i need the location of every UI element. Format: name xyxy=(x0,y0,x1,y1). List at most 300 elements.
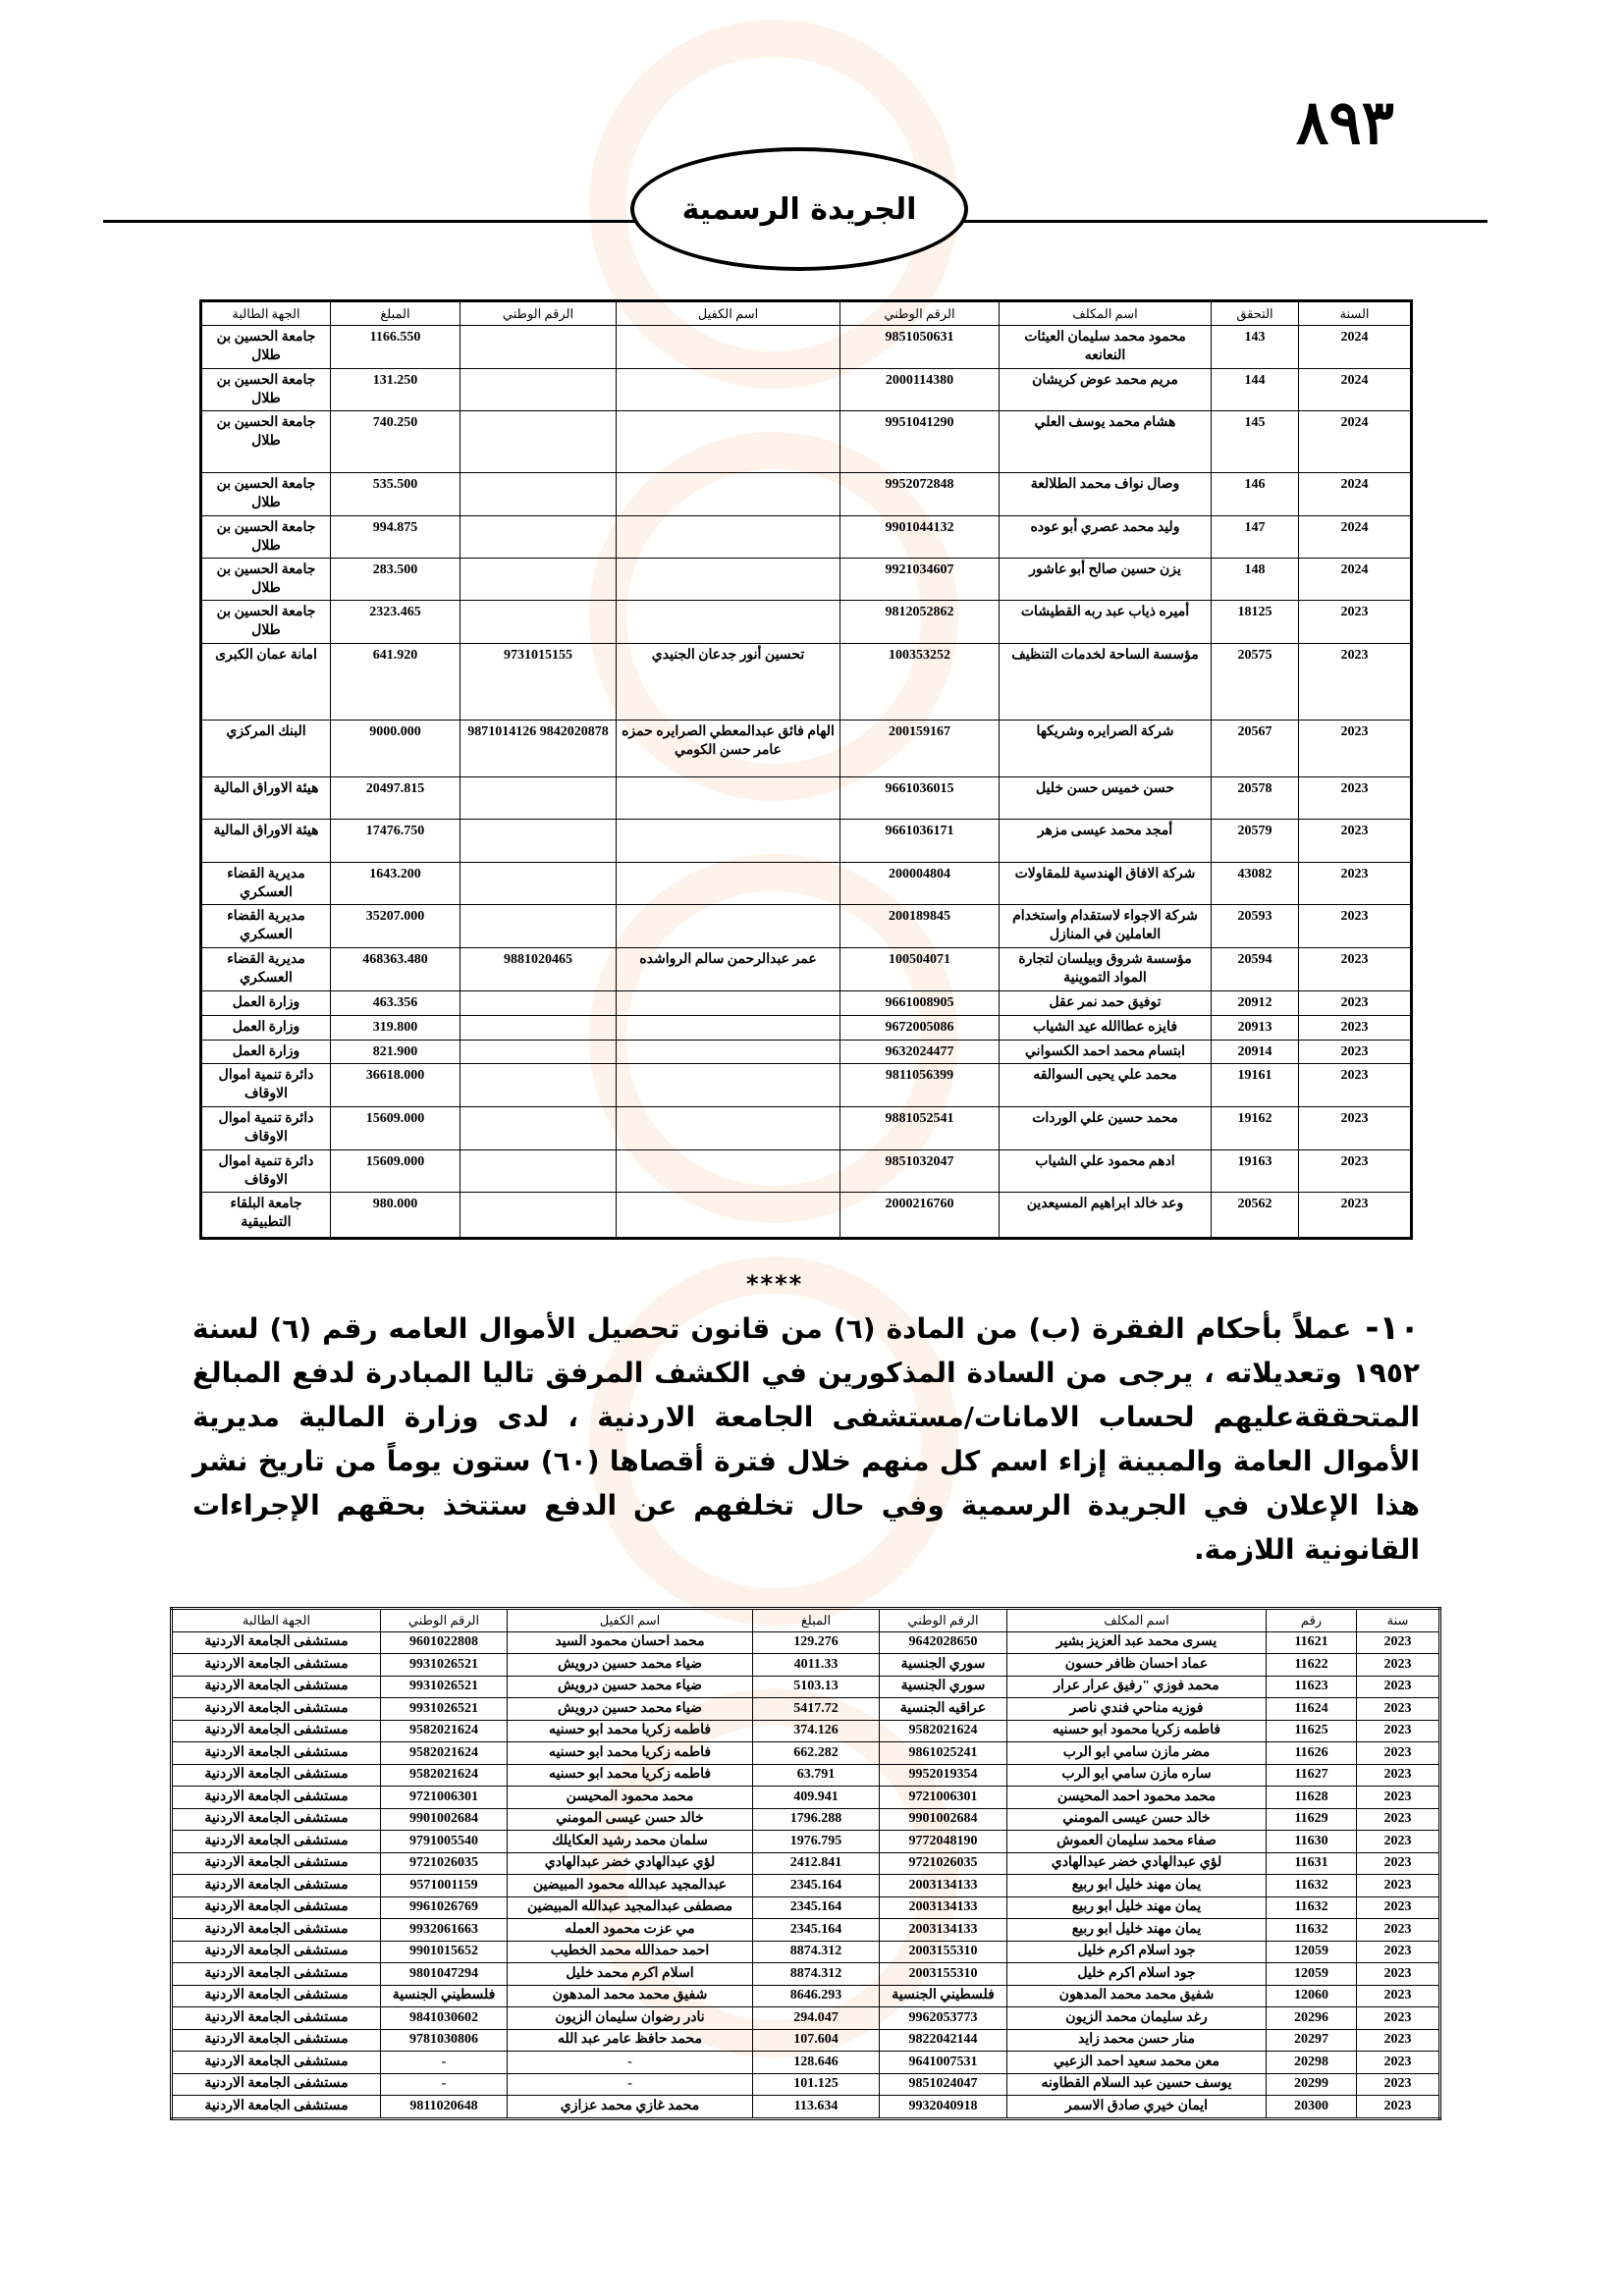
table-cell: عبدالمجيد عبدالله محمود المبيضين xyxy=(508,1875,753,1897)
table-row xyxy=(172,1787,1440,1809)
table-cell: 2023 xyxy=(1357,1831,1440,1853)
table-row xyxy=(172,1919,1440,1942)
table-cell xyxy=(460,820,617,863)
table-cell: 20912 xyxy=(1212,991,1299,1016)
table-cell: 2003134133 xyxy=(880,1875,1007,1897)
table-row xyxy=(172,1963,1440,1986)
table-cell xyxy=(460,1041,617,1064)
table-cell xyxy=(617,1150,840,1193)
table-cell: 15609.000 xyxy=(331,1107,460,1150)
table-cell: يزن حسين صالح أبو عاشور xyxy=(1000,559,1212,601)
table-row xyxy=(172,1631,1440,1654)
table-cell: جامعة الحسين بن طلال xyxy=(201,369,331,411)
table-row xyxy=(201,820,1412,863)
table-cell xyxy=(460,1193,617,1239)
table-cell: 8874.312 xyxy=(753,1941,880,1963)
table-cell: ضياء محمد حسين درويش xyxy=(508,1698,753,1721)
table-cell: 9851024047 xyxy=(880,2073,1007,2096)
table-cell: فايزه عطاالله عيد الشياب xyxy=(1000,1016,1212,1041)
table-cell: شركة الصرايره وشريكها xyxy=(1000,721,1212,777)
table-cell: دائرة تنمية اموال الاوقاف xyxy=(201,1107,331,1150)
table-row xyxy=(172,1985,1440,2007)
table-row xyxy=(201,777,1412,820)
table-cell: 9672005086 xyxy=(840,1016,1000,1041)
table-row xyxy=(172,1875,1440,1897)
table-cell xyxy=(460,863,617,905)
table-row xyxy=(172,2007,1440,2030)
table-cell: 9661036015 xyxy=(840,777,1000,820)
table-cell: جود اسلام اكرم خليل xyxy=(1007,1963,1267,1986)
page-number: ٨٩٣ xyxy=(1296,86,1394,158)
table-cell: 9851032047 xyxy=(840,1150,1000,1193)
table-cell: 9951041290 xyxy=(840,411,1000,473)
table-cell: 5417.72 xyxy=(753,1698,880,1721)
table-cell: 11627 xyxy=(1267,1764,1357,1787)
table-row xyxy=(201,948,1412,991)
table-cell: دائرة تنمية اموال الاوقاف xyxy=(201,1064,331,1107)
table-cell: 19162 xyxy=(1212,1107,1299,1150)
table-cell: 9931026521 xyxy=(381,1654,508,1677)
table-cell: 4011.33 xyxy=(753,1654,880,1677)
table-cell: اسلام اكرم محمد خليل xyxy=(508,1963,753,1986)
table-cell: 36618.000 xyxy=(331,1064,460,1107)
table-row xyxy=(201,369,1412,411)
table-cell: 2023 xyxy=(1299,1016,1412,1041)
table-cell xyxy=(460,369,617,411)
table-cell: مستشفى الجامعة الاردنية xyxy=(172,1764,381,1787)
table-cell: 2023 xyxy=(1357,1676,1440,1698)
table-cell xyxy=(617,863,840,905)
table-cell: محمد فوزي "رفيق عرار عرار xyxy=(1007,1676,1267,1698)
table-cell: محمد احسان محمود السيد xyxy=(508,1631,753,1654)
table-cell: 12060 xyxy=(1267,1985,1357,2007)
table-cell: 409.941 xyxy=(753,1787,880,1809)
table-row xyxy=(201,326,1412,369)
table-cell: 9721006301 xyxy=(880,1787,1007,1809)
table-cell: 9642028650 xyxy=(880,1631,1007,1654)
column-header: الرقم الوطني xyxy=(460,301,617,326)
table-cell: 2023 xyxy=(1357,1654,1440,1677)
table-row xyxy=(172,1896,1440,1919)
table-cell: مصطفى عبدالمجيد عبدالله المبيضين xyxy=(508,1896,753,1919)
table-cell: جامعة الحسين بن طلال xyxy=(201,411,331,473)
table-cell: جامعة الحسين بن طلال xyxy=(201,516,331,559)
table-cell: 662.282 xyxy=(753,1742,880,1765)
table-cell: 319.800 xyxy=(331,1016,460,1041)
table-cell xyxy=(617,905,840,948)
table-cell: 9842020878 9871014126 xyxy=(460,721,617,777)
table-cell: 145 xyxy=(1212,411,1299,473)
table-cell: 2024 xyxy=(1299,369,1412,411)
table-cell: 2023 xyxy=(1299,1193,1412,1239)
table-cell: 2023 xyxy=(1299,644,1412,721)
table-cell: 740.250 xyxy=(331,411,460,473)
table-cell: - xyxy=(508,2052,753,2074)
column-header: اسم المكلف xyxy=(1007,1609,1267,1632)
table-cell: 20296 xyxy=(1267,2007,1357,2030)
table-cell xyxy=(617,559,840,601)
table-cell: 12059 xyxy=(1267,1963,1357,1986)
table-cell: 2023 xyxy=(1357,2052,1440,2074)
table-cell xyxy=(617,411,840,473)
table-row xyxy=(201,863,1412,905)
table-cell xyxy=(617,1064,840,1107)
table-cell: ساره مازن سامي ابو الرب xyxy=(1007,1764,1267,1787)
table-cell: 9731015155 xyxy=(460,644,617,721)
table-cell: شفيق محمد محمد المدهون xyxy=(1007,1985,1267,2007)
table-cell: مديرية القضاء العسكري xyxy=(201,905,331,948)
table-cell: محمد محمود المحيسن xyxy=(508,1787,753,1809)
table-row xyxy=(201,721,1412,777)
table-cell: ضياء محمد حسين درويش xyxy=(508,1654,753,1677)
table-cell: 2023 xyxy=(1299,863,1412,905)
table-cell: هيئة الاوراق المالية xyxy=(201,777,331,820)
table-cell: 20578 xyxy=(1212,777,1299,820)
table-cell: 9851050631 xyxy=(840,326,1000,369)
table-row xyxy=(172,1720,1440,1742)
table-cell: 20567 xyxy=(1212,721,1299,777)
table-cell: 2024 xyxy=(1299,411,1412,473)
table-cell: مستشفى الجامعة الاردنية xyxy=(172,2096,381,2119)
table-cell: جامعة الحسين بن طلال xyxy=(201,559,331,601)
table-cell: 2023 xyxy=(1357,1787,1440,1809)
table-cell xyxy=(617,1041,840,1064)
table-cell: 2023 xyxy=(1357,1985,1440,2007)
table-cell: 20297 xyxy=(1267,2029,1357,2052)
table-row xyxy=(201,516,1412,559)
table-cell xyxy=(617,991,840,1016)
table-cell: 2023 xyxy=(1357,1720,1440,1742)
table-cell: 15609.000 xyxy=(331,1150,460,1193)
table-cell: وزارة العمل xyxy=(201,1016,331,1041)
table-cell: مستشفى الجامعة الاردنية xyxy=(172,1808,381,1831)
table-cell: عراقيه الجنسية xyxy=(880,1698,1007,1721)
table-row xyxy=(172,2073,1440,2096)
table-cell: 107.604 xyxy=(753,2029,880,2052)
table-cell: 994.875 xyxy=(331,516,460,559)
table-cell xyxy=(460,1016,617,1041)
table-cell xyxy=(617,1193,840,1239)
table-cell: 129.276 xyxy=(753,1631,880,1654)
table-cell: 374.126 xyxy=(753,1720,880,1742)
table-cell: وزارة العمل xyxy=(201,991,331,1016)
table-cell: - xyxy=(381,2052,508,2074)
table-cell: فاطمه زكريا محمود ابو حسنيه xyxy=(1007,1720,1267,1742)
table-cell: 9811056399 xyxy=(840,1064,1000,1107)
table-cell: 101.125 xyxy=(753,2073,880,2096)
table-cell: 2023 xyxy=(1299,1041,1412,1064)
table-row xyxy=(201,644,1412,721)
table-cell: يوسف حسين عبد السلام القطاونه xyxy=(1007,2073,1267,2096)
table-cell: 2000216760 xyxy=(840,1193,1000,1239)
table-cell: هشام محمد يوسف العلي xyxy=(1000,411,1212,473)
paragraph-number: ١٠- xyxy=(1365,1308,1420,1348)
table-cell xyxy=(460,516,617,559)
table-cell: 2003134133 xyxy=(880,1919,1007,1942)
table-row xyxy=(201,1016,1412,1041)
table-cell: 9582021624 xyxy=(381,1720,508,1742)
table-cell: 2023 xyxy=(1299,1150,1412,1193)
table-row xyxy=(201,601,1412,644)
table-cell: 9721026035 xyxy=(381,1852,508,1875)
table-row xyxy=(172,1698,1440,1721)
table-cell: 11630 xyxy=(1267,1831,1357,1853)
table-cell: 144 xyxy=(1212,369,1299,411)
table-cell xyxy=(460,777,617,820)
table-header-row xyxy=(201,301,1412,326)
table-cell: 9822042144 xyxy=(880,2029,1007,2052)
table-cell: 2023 xyxy=(1357,2029,1440,2052)
table-cell: 283.500 xyxy=(331,559,460,601)
table-cell xyxy=(617,1016,840,1041)
table-cell: 2023 xyxy=(1299,1064,1412,1107)
table-cell: وصال نواف محمد الطلالعة xyxy=(1000,473,1212,516)
table-cell xyxy=(460,1064,617,1107)
table-cell: مستشفى الجامعة الاردنية xyxy=(172,1742,381,1765)
table-cell: 2023 xyxy=(1357,2073,1440,2096)
table-row xyxy=(172,1831,1440,1853)
column-header: المبلغ xyxy=(331,301,460,326)
table-cell: 9000.000 xyxy=(331,721,460,777)
table-cell: 2023 xyxy=(1357,1764,1440,1787)
table-cell: خالد حسن عيسى المومني xyxy=(508,1808,753,1831)
table-cell: 468363.480 xyxy=(331,948,460,991)
table-cell xyxy=(460,411,617,473)
table-cell: 148 xyxy=(1212,559,1299,601)
gazette-title: الجريدة الرسمية xyxy=(630,147,968,271)
table-cell: 9791005540 xyxy=(381,1831,508,1853)
table-cell: دائرة تنمية اموال الاوقاف xyxy=(201,1150,331,1193)
column-header: سنة xyxy=(1357,1609,1440,1632)
table-cell: 2023 xyxy=(1357,2007,1440,2030)
table-cell xyxy=(460,559,617,601)
table-cell: مستشفى الجامعة الاردنية xyxy=(172,1720,381,1742)
table-row xyxy=(201,905,1412,948)
table-cell: لؤي عبدالهادي خضر عبدالهادي xyxy=(508,1852,753,1875)
page-content xyxy=(0,299,1624,2120)
table-cell: منار حسن محمد زايد xyxy=(1007,2029,1267,2052)
table-cell: 20579 xyxy=(1212,820,1299,863)
table-cell: مستشفى الجامعة الاردنية xyxy=(172,2052,381,2074)
table-cell: 11629 xyxy=(1267,1808,1357,1831)
table-cell: مستشفى الجامعة الاردنية xyxy=(172,1941,381,1963)
table-cell: 535.500 xyxy=(331,473,460,516)
table-cell: محمد غازي محمد عزازي xyxy=(508,2096,753,2119)
table-cell: يمان مهند خليل ابو ربيع xyxy=(1007,1875,1267,1897)
table-cell: خالد حسن عيسى المومني xyxy=(1007,1808,1267,1831)
table-cell: 20300 xyxy=(1267,2096,1357,2119)
table-cell: 143 xyxy=(1212,326,1299,369)
table-cell: 11622 xyxy=(1267,1654,1357,1677)
table-row xyxy=(201,1107,1412,1150)
table-cell: محمد حسين علي الوردات xyxy=(1000,1107,1212,1150)
table-cell: الهام فائق عبدالمعطي الصرايره حمزه عامر حسن الكومي xyxy=(617,721,840,777)
table-cell: 11631 xyxy=(1267,1852,1357,1875)
table-cell xyxy=(617,516,840,559)
table-cell: 2023 xyxy=(1299,820,1412,863)
column-header: الرقم الوطني xyxy=(880,1609,1007,1632)
table-cell: مستشفى الجامعة الاردنية xyxy=(172,1919,381,1942)
table-cell: 9932040918 xyxy=(880,2096,1007,2119)
table-cell: 2023 xyxy=(1357,2096,1440,2119)
table-cell: 9721006301 xyxy=(381,1787,508,1809)
table-cell: 2023 xyxy=(1299,1107,1412,1150)
table-row xyxy=(172,2096,1440,2119)
table-cell: 2345.164 xyxy=(753,1919,880,1942)
table-cell: مستشفى الجامعة الاردنية xyxy=(172,1875,381,1897)
table-cell: لؤي عبدالهادي خضر عبدالهادي xyxy=(1007,1852,1267,1875)
table-cell xyxy=(617,473,840,516)
table-cell: 200159167 xyxy=(840,721,1000,777)
table-cell: مستشفى الجامعة الاردنية xyxy=(172,1896,381,1919)
table-cell: مستشفى الجامعة الاردنية xyxy=(172,2007,381,2030)
table-cell: جامعة الحسين بن طلال xyxy=(201,473,331,516)
section-separator: **** xyxy=(746,1270,804,1298)
table-cell: ابتسام محمد احمد الكسواني xyxy=(1000,1041,1212,1064)
table-cell: 9901015652 xyxy=(381,1941,508,1963)
table-cell: مؤسسة شروق وبيلسان لتجارة المواد التموينية xyxy=(1000,948,1212,991)
table-cell: 9571001159 xyxy=(381,1875,508,1897)
table-cell: مستشفى الجامعة الاردنية xyxy=(172,1654,381,1677)
table-cell: 20562 xyxy=(1212,1193,1299,1239)
table-cell: 9861025241 xyxy=(880,1742,1007,1765)
table-cell: 2023 xyxy=(1357,1941,1440,1963)
table-cell: جود اسلام اكرم خليل xyxy=(1007,1941,1267,1963)
table-cell xyxy=(617,820,840,863)
table-cell: 2345.164 xyxy=(753,1875,880,1897)
table-row xyxy=(172,2029,1440,2052)
column-header: التحقق xyxy=(1212,301,1299,326)
table-cell: 11632 xyxy=(1267,1919,1357,1942)
table-cell: صفاء محمد سليمان العموش xyxy=(1007,1831,1267,1853)
table-cell: 2023 xyxy=(1299,948,1412,991)
table-cell: مستشفى الجامعة الاردنية xyxy=(172,1985,381,2007)
table-row xyxy=(201,1041,1412,1064)
table-cell: 2024 xyxy=(1299,473,1412,516)
table-cell: فاطمه زكريا محمد ابو حسنيه xyxy=(508,1764,753,1787)
table-cell: امانة عمان الكبرى xyxy=(201,644,331,721)
table-cell: 2023 xyxy=(1357,1742,1440,1765)
table-cell: 146 xyxy=(1212,473,1299,516)
table-cell: 2023 xyxy=(1299,905,1412,948)
table-cell: 200189845 xyxy=(840,905,1000,948)
table-cell: 1796.288 xyxy=(753,1808,880,1831)
table-cell: 8646.293 xyxy=(753,1985,880,2007)
table-row xyxy=(172,1742,1440,1765)
table-cell: 9582021624 xyxy=(381,1764,508,1787)
table-row xyxy=(201,991,1412,1016)
table-cell: 9962053773 xyxy=(880,2007,1007,2030)
column-header: اسم الكفيل xyxy=(508,1609,753,1632)
table-row xyxy=(172,1764,1440,1787)
table-cell: مستشفى الجامعة الاردنية xyxy=(172,1831,381,1853)
table-cell: احمد حمدالله محمد الخطيب xyxy=(508,1941,753,1963)
table-cell: 9881020465 xyxy=(460,948,617,991)
table-cell xyxy=(460,905,617,948)
table-cell: مستشفى الجامعة الاردنية xyxy=(172,1631,381,1654)
table-cell: 9582021624 xyxy=(381,1742,508,1765)
column-header: المبلغ xyxy=(753,1609,880,1632)
table-cell: 9772048190 xyxy=(880,1831,1007,1853)
table-cell: 9781030806 xyxy=(381,2029,508,2052)
table-cell: محمد حافظ عامر عبد الله xyxy=(508,2029,753,2052)
table-row xyxy=(172,1654,1440,1677)
table-cell: سلمان محمد رشيد العكايلك xyxy=(508,1831,753,1853)
table-row xyxy=(201,1150,1412,1193)
table-cell: 821.900 xyxy=(331,1041,460,1064)
table-cell: مستشفى الجامعة الاردنية xyxy=(172,2029,381,2052)
announcement-text: عملاً بأحكام الفقرة (ب) من المادة (٦) من قانون تحصيل الأموال العامه رقم (٦) لسنة ١٩٥٢ وتعديلاته ، يرجى من السادة المذكورين في الكشف المرفق تاليا المبادرة لدفع المبالغ المتحققةعليهم لحساب الامانات/مستشفى الجامعة الاردنية ، لدى وزارة المالية مديرية الأموال العامة والمبينة إزاء اسم كل منهم خلال فترة أقصاها (٦٠) ستون يوماً من تاريخ نشر هذا الإعلان في الجريدة الرسمية وفي حال تخلفهم عن الدفع ستتخذ بحقهم الإجراءات القانونية اللازمة. xyxy=(192,1312,1420,1566)
table-cell: محمود محمد سليمان العيثات النعانعه xyxy=(1000,326,1212,369)
table-cell: 20497.815 xyxy=(331,777,460,820)
table-cell: فلسطيني الجنسية xyxy=(880,1985,1007,2007)
table-cell xyxy=(617,1107,840,1150)
table-cell: 2412.841 xyxy=(753,1852,880,1875)
table-cell: 11621 xyxy=(1267,1631,1357,1654)
table-cell: 20575 xyxy=(1212,644,1299,721)
table-cell: 9632024477 xyxy=(840,1041,1000,1064)
table-cell xyxy=(460,473,617,516)
column-header: رقم xyxy=(1267,1609,1357,1632)
table-cell: نادر رضوان سليمان الزيون xyxy=(508,2007,753,2030)
table-row xyxy=(172,1852,1440,1875)
table-cell: 9931026521 xyxy=(381,1676,508,1698)
table-cell: يمان مهند خليل ابو ربيع xyxy=(1007,1896,1267,1919)
table-cell: مستشفى الجامعة الاردنية xyxy=(172,1676,381,1698)
table-cell: 9961026769 xyxy=(381,1896,508,1919)
table-cell: 2023 xyxy=(1357,1919,1440,1942)
table-cell: جامعة البلقاء التطبيقية xyxy=(201,1193,331,1239)
table-cell: 9921034607 xyxy=(840,559,1000,601)
table-cell: وعد خالد ابراهيم المسيعدين xyxy=(1000,1193,1212,1239)
table-cell: 9901002684 xyxy=(880,1808,1007,1831)
table-cell: جامعة الحسين بن طلال xyxy=(201,601,331,644)
table-cell: 9801047294 xyxy=(381,1963,508,1986)
table-cell xyxy=(617,369,840,411)
table-cell: 2003155310 xyxy=(880,1963,1007,1986)
table-cell: 2003155310 xyxy=(880,1941,1007,1963)
table-cell: 2023 xyxy=(1357,1896,1440,1919)
table-cell: 463.356 xyxy=(331,991,460,1016)
table-cell xyxy=(460,1107,617,1150)
table-cell: مديرية القضاء العسكري xyxy=(201,863,331,905)
table-cell: 11623 xyxy=(1267,1676,1357,1698)
table-cell: 9932061663 xyxy=(381,1919,508,1942)
table-cell: سوري الجنسية xyxy=(880,1654,1007,1677)
table-cell: حسن خميس حسن خليل xyxy=(1000,777,1212,820)
table-cell: شركة الافاق الهندسية للمقاولات xyxy=(1000,863,1212,905)
table-cell: 20593 xyxy=(1212,905,1299,948)
table-cell: 18125 xyxy=(1212,601,1299,644)
table-cell xyxy=(617,326,840,369)
table-cell: 19161 xyxy=(1212,1064,1299,1107)
table-cell: 20299 xyxy=(1267,2073,1357,2096)
table-cell: شفيق محمد محمد المدهون xyxy=(508,1985,753,2007)
table-cell: 2023 xyxy=(1299,777,1412,820)
table-cell: جامعة الحسين بن طلال xyxy=(201,326,331,369)
table-cell: 1166.550 xyxy=(331,326,460,369)
table-cell: 9661008905 xyxy=(840,991,1000,1016)
table-row xyxy=(201,411,1412,473)
table-cell: 17476.750 xyxy=(331,820,460,863)
table-cell xyxy=(460,601,617,644)
table-cell: مي عزت محمود العمله xyxy=(508,1919,753,1942)
table-cell: 9952019354 xyxy=(880,1764,1007,1787)
table-cell: 9661036171 xyxy=(840,820,1000,863)
table-cell: معن محمد سعيد احمد الزعبي xyxy=(1007,2052,1267,2074)
table-cell: 12059 xyxy=(1267,1941,1357,1963)
table-cell: 11624 xyxy=(1267,1698,1357,1721)
